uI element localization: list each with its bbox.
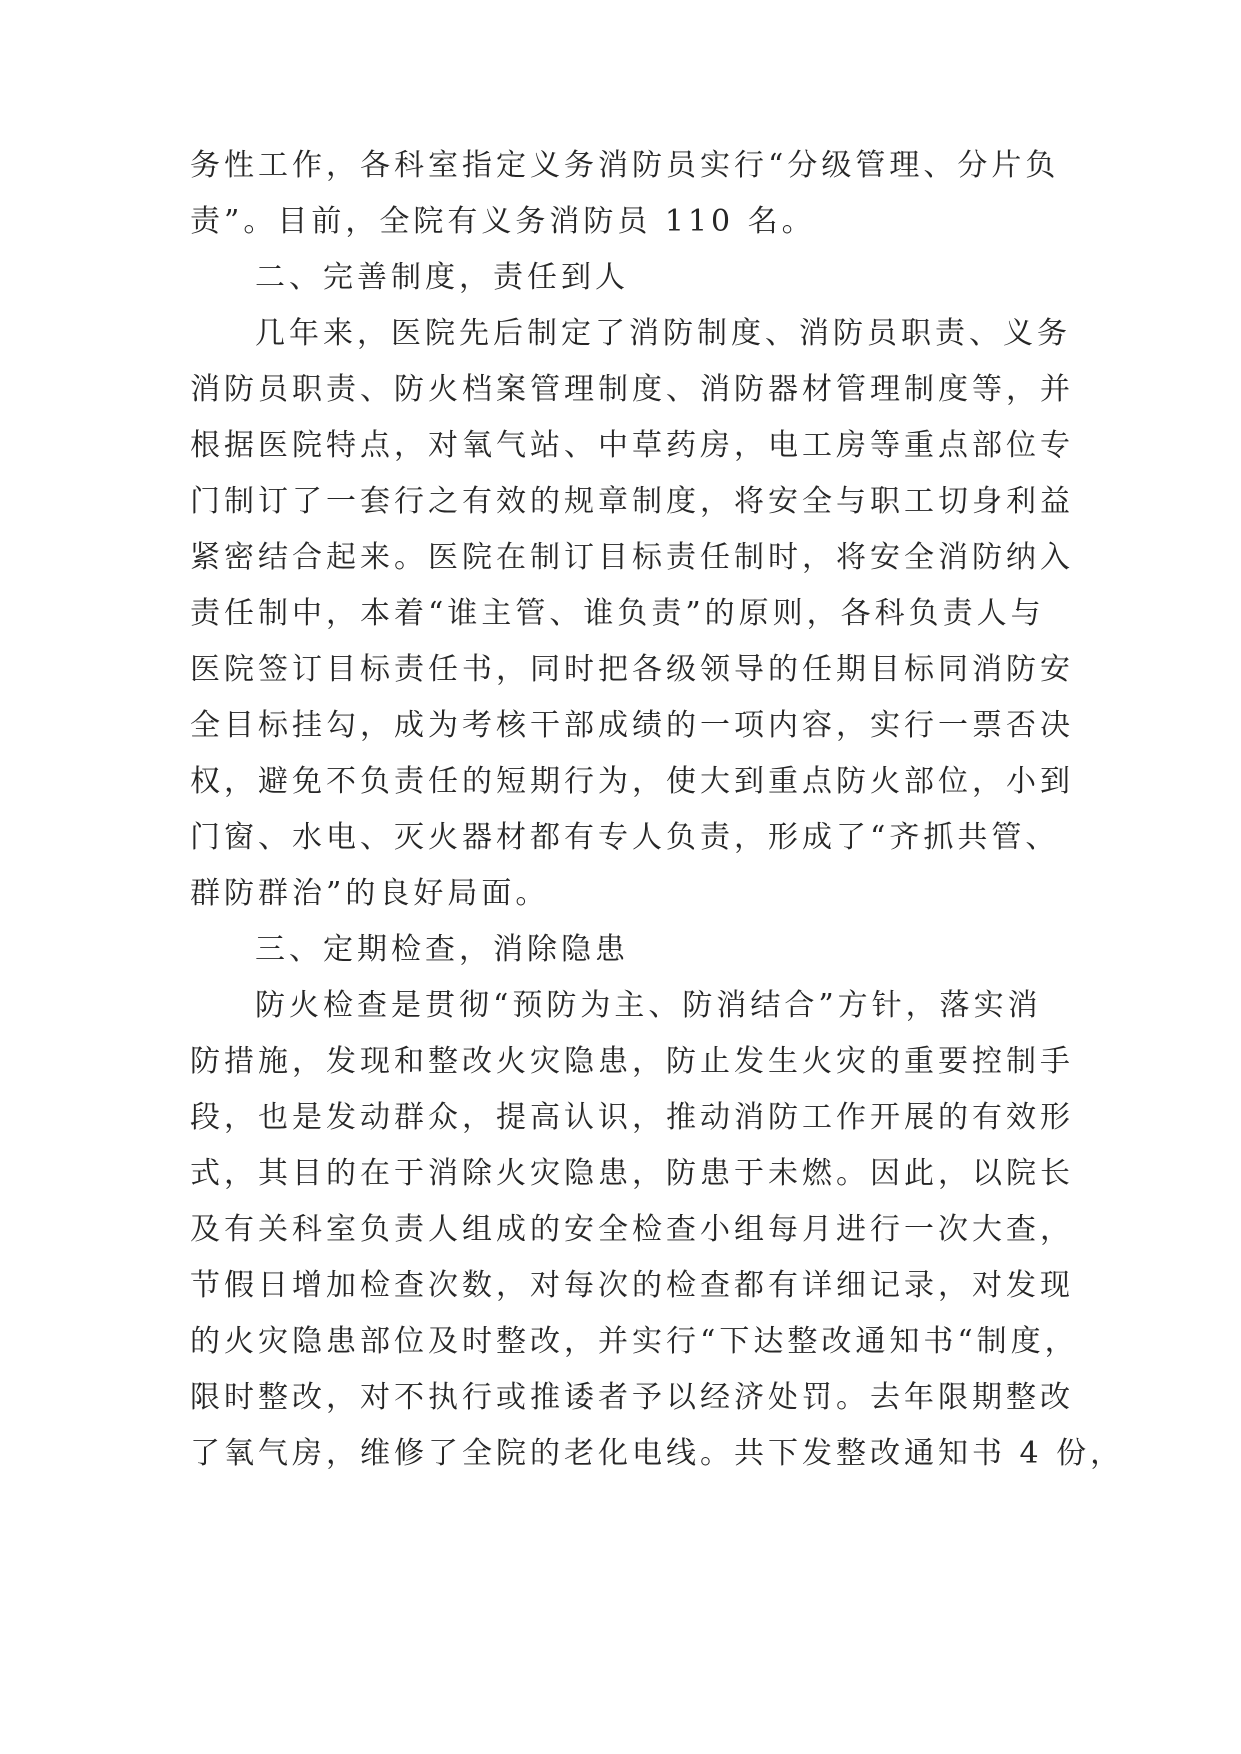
text-line: 群防群治”的良好局面。 (190, 876, 550, 911)
text-line: 责任制中，本着“谁主管、谁负责”的原则，各科负责人与 (190, 596, 1045, 631)
text-line: 式，其目的在于消除火灾隐患，防患于未燃。因此，以院长 (190, 1156, 1074, 1191)
text-line: 消防员职责、防火档案管理制度、消防器材管理制度等，并 (190, 372, 1074, 407)
text-line: 全目标挂勾，成为考核干部成绩的一项内容，实行一票否决 (190, 708, 1074, 743)
text-line: 及有关科室负责人组成的安全检查小组每月进行一次大查， (190, 1212, 1074, 1247)
paragraph-first-line: 几年来，医院先后制定了消防制度、消防员职责、义务 (255, 316, 1071, 351)
text-line: 门制订了一套行之有效的规章制度，将安全与职工切身利益 (190, 484, 1074, 519)
text-line: 限时整改，对不执行或推诿者予以经济处罚。去年限期整改 (190, 1380, 1074, 1415)
text-line: 段，也是发动群众，提高认识，推动消防工作开展的有效形 (190, 1100, 1074, 1135)
section-heading: 三、定期检查，消除隐患 (255, 932, 629, 967)
text-line: 紧密结合起来。医院在制订目标责任制时，将安全消防纳入 (190, 540, 1074, 575)
section-heading: 二、完善制度，责任到人 (255, 260, 629, 295)
paragraph-first-line: 防火检查是贯彻“预防为主、防消结合”方针，落实消 (255, 988, 1042, 1023)
text-line: 门窗、水电、灭火器材都有专人负责，形成了“齐抓共管、 (190, 820, 1060, 855)
text-line: 医院签订目标责任书，同时把各级领导的任期目标同消防安 (190, 652, 1074, 687)
text-line: 权，避免不负责任的短期行为，使大到重点防火部位，小到 (190, 764, 1074, 799)
text-line: 的火灾隐患部位及时整改，并实行“下达整改通知书“制度， (190, 1324, 1079, 1359)
text-line: 根据医院特点，对氧气站、中草药房，电工房等重点部位专 (190, 428, 1074, 463)
text-line: 务性工作，各科室指定义务消防员实行“分级管理、分片负 (190, 148, 1060, 183)
text-line: 了氧气房，维修了全院的老化电线。共下发整改通知书 4 份， (190, 1436, 1125, 1471)
text-line: 防措施，发现和整改火灾隐患，防止发生火灾的重要控制手 (190, 1044, 1074, 1079)
text-line: 责”。目前，全院有义务消防员 110 名。 (190, 204, 816, 239)
text-line: 节假日增加检查次数，对每次的检查都有详细记录，对发现 (190, 1268, 1074, 1303)
